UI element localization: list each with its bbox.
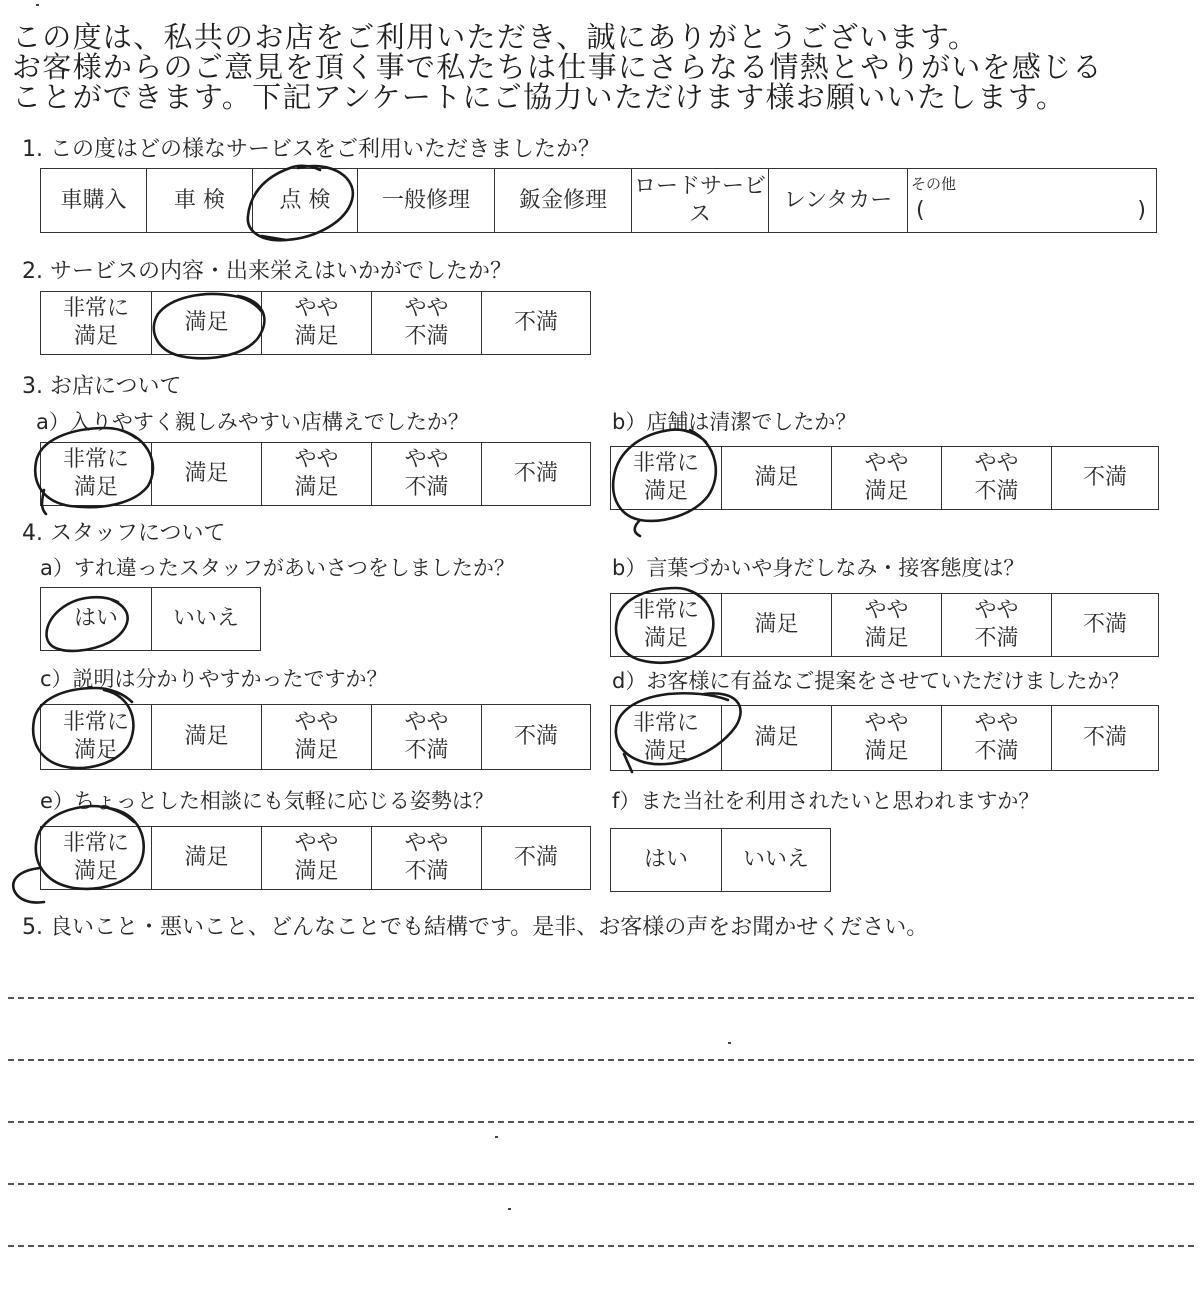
q3-title: 3. お店について (22, 374, 182, 399)
q4f-option-yes[interactable] (611, 829, 721, 891)
q2-option-satisfied[interactable] (151, 292, 261, 354)
q4c-options-table (40, 704, 591, 770)
option-label: やや 不満 (404, 710, 449, 763)
q4a-options-table (40, 587, 261, 651)
q4c-option-dissatisfied[interactable] (481, 705, 590, 769)
intro-line-1: この度は、私共のお店をご利用いただき、誠にありがとうございます。 (12, 20, 979, 54)
q3a-option-very-satisfied[interactable] (41, 443, 151, 505)
option-label: やや 不満 (404, 447, 449, 500)
q4c-option-satisfied[interactable] (151, 705, 261, 769)
q4f-option-no[interactable] (721, 829, 830, 891)
option-label: 不満 (513, 310, 558, 335)
q4d-options-table (610, 705, 1159, 771)
option-label: 非常に 満足 (632, 451, 699, 504)
q4d-option-dissatisfied[interactable] (1051, 706, 1158, 770)
q2-option-somewhat-dissatisfied[interactable] (371, 292, 481, 354)
q3a-option-somewhat-dissatisfied[interactable] (371, 443, 481, 505)
q5-question: 5. 良いこと・悪いこと、どんなことでも結構です。是非、お客様の声をお聞かせください。 (22, 915, 929, 940)
q2-question: 2. サービスの内容・出来栄えはいかがでしたか？ (22, 259, 512, 284)
q4a-option-no[interactable] (151, 588, 260, 650)
q3a-question: a）入りやすく親しみやすい店構えでしたか？ (36, 410, 469, 434)
option-label: 不満 (1082, 465, 1127, 490)
other-open-paren: ( (916, 198, 925, 223)
q1-option-car-purchase[interactable] (41, 169, 146, 232)
q3a-options-table (40, 442, 591, 506)
q4e-option-dissatisfied[interactable] (481, 827, 590, 889)
option-label: 非常に 満足 (62, 710, 129, 763)
option-label: 不満 (513, 724, 558, 749)
q4d-option-very-satisfied[interactable] (611, 706, 721, 770)
option-label: やや 不満 (974, 598, 1019, 651)
option-label: 不満 (513, 845, 558, 870)
q2-options-table (40, 291, 591, 355)
option-label: 満足 (184, 724, 229, 749)
option-label: 一般修理 (381, 187, 470, 213)
option-label: やや 不満 (974, 711, 1019, 764)
option-label: やや 不満 (404, 296, 449, 349)
answer-line-4[interactable] (8, 1183, 1194, 1185)
option-label: 不満 (1082, 612, 1127, 637)
q3b-option-dissatisfied[interactable] (1051, 447, 1158, 509)
q4b-option-satisfied[interactable] (721, 594, 831, 656)
q4d-option-satisfied[interactable] (721, 706, 831, 770)
q4c-option-very-satisfied[interactable] (41, 705, 151, 769)
option-label: 満足 (754, 465, 799, 490)
option-label: 非常に 満足 (62, 296, 129, 349)
q4e-question: e）ちょっとした相談にも気軽に応じる姿勢は？ (40, 789, 494, 813)
option-label: 満足 (184, 845, 229, 870)
option-label: やや 満足 (294, 710, 339, 763)
option-label: レンタカー (783, 187, 893, 213)
option-label: 満足 (754, 612, 799, 637)
q3b-option-somewhat-dissatisfied[interactable] (941, 447, 1051, 509)
q4e-option-satisfied[interactable] (151, 827, 261, 889)
option-label: ロードサービス (633, 173, 766, 227)
other-label: その他 (911, 175, 957, 193)
q4c-question: c）説明は分かりやすかったですか？ (40, 667, 388, 691)
scan-speck (495, 1136, 498, 1138)
q4d-option-somewhat-dissatisfied[interactable] (941, 706, 1051, 770)
intro-text (12, 22, 1197, 112)
q2-option-very-satisfied[interactable] (41, 292, 151, 354)
option-label: やや 満足 (864, 451, 909, 504)
q3b-option-very-satisfied[interactable] (611, 447, 721, 509)
q1-option-shaken[interactable] (146, 169, 252, 232)
option-label: やや 満足 (294, 296, 339, 349)
answer-line-1[interactable] (8, 997, 1194, 999)
option-label: いいえ (742, 847, 809, 872)
option-label: 非常に 満足 (62, 447, 129, 500)
q4f-options-table (610, 828, 831, 892)
option-label: やや 満足 (294, 831, 339, 884)
q1-question: 1. この度はどの様なサービスをご利用いただきましたか？ (22, 137, 600, 162)
option-label: 点 検 (279, 187, 331, 213)
q4d-option-somewhat-satisfied[interactable] (831, 706, 941, 770)
q3b-options-table (610, 446, 1159, 510)
q4e-option-somewhat-dissatisfied[interactable] (371, 827, 481, 889)
q1-option-inspection[interactable] (252, 169, 357, 232)
q4a-question: a）すれ違ったスタッフがあいさつをしましたか？ (40, 556, 515, 580)
q4b-option-very-satisfied[interactable] (611, 594, 721, 656)
q1-option-road-service[interactable] (631, 169, 768, 232)
q4e-option-very-satisfied[interactable] (41, 827, 151, 889)
q2-option-dissatisfied[interactable] (481, 292, 590, 354)
q1-option-other[interactable] (907, 169, 1156, 232)
option-label: やや 不満 (974, 451, 1019, 504)
option-label: 鈑金修理 (518, 187, 607, 213)
q4b-options-table (610, 593, 1159, 657)
option-label: やや 満足 (864, 598, 909, 651)
q4c-option-somewhat-dissatisfied[interactable] (371, 705, 481, 769)
option-label: 満足 (184, 461, 229, 486)
answer-line-5[interactable] (8, 1245, 1194, 1247)
scan-speck (36, 4, 39, 6)
q1-options-table (40, 168, 1157, 233)
option-label: はい (73, 606, 118, 631)
option-label: 車購入 (60, 187, 127, 213)
option-label: はい (643, 847, 688, 872)
answer-line-2[interactable] (8, 1059, 1194, 1061)
option-label: 非常に 満足 (632, 598, 699, 651)
other-close-paren: ) (1137, 198, 1146, 223)
q4d-question: d）お客様に有益なご提案をさせていただけましたか？ (612, 669, 1130, 693)
q3a-option-satisfied[interactable] (151, 443, 261, 505)
option-label: 満足 (184, 310, 229, 335)
option-label: 不満 (513, 461, 558, 486)
scan-speck (728, 1042, 731, 1044)
q4-title: 4. スタッフについて (22, 521, 226, 546)
option-label: やや 不満 (404, 831, 449, 884)
q3b-question: b）店舗は清潔でしたか？ (612, 410, 857, 434)
q4a-option-yes[interactable] (41, 588, 151, 650)
q3b-option-satisfied[interactable] (721, 447, 831, 509)
option-label: いいえ (172, 606, 239, 631)
q3b-option-somewhat-satisfied[interactable] (831, 447, 941, 509)
q4b-option-somewhat-satisfied[interactable] (831, 594, 941, 656)
q4b-question: b）言葉づかいや身だしなみ・接客態度は？ (612, 556, 1025, 580)
q3a-option-somewhat-satisfied[interactable] (261, 443, 371, 505)
answer-line-3[interactable] (8, 1121, 1194, 1123)
option-label: やや 満足 (864, 711, 909, 764)
option-label: 不満 (1082, 725, 1127, 750)
q4e-option-somewhat-satisfied[interactable] (261, 827, 371, 889)
q2-option-somewhat-satisfied[interactable] (261, 292, 371, 354)
q4e-options-table (40, 826, 591, 890)
intro-line-3: ことができます。下記アンケートにご協力いただけます様お願いいたします。 (12, 80, 1067, 114)
option-label: やや 満足 (294, 447, 339, 500)
q1-option-sheet-metal[interactable] (494, 169, 631, 232)
intro-line-2: お客様からのご意見を頂く事で私たちは仕事にさらなる情熱とやりがいを感じる (12, 50, 1103, 84)
q4b-option-somewhat-dissatisfied[interactable] (941, 594, 1051, 656)
option-label: 満足 (754, 725, 799, 750)
q4b-option-dissatisfied[interactable] (1051, 594, 1158, 656)
option-label: 非常に 満足 (62, 831, 129, 884)
q4c-option-somewhat-satisfied[interactable] (261, 705, 371, 769)
scan-speck (508, 1208, 511, 1210)
q3a-option-dissatisfied[interactable] (481, 443, 590, 505)
option-label: 車 検 (174, 187, 225, 213)
option-label: 非常に 満足 (632, 711, 699, 764)
q1-option-rental-car[interactable] (768, 169, 907, 232)
q1-option-general-repair[interactable] (357, 169, 494, 232)
q4f-question: f）また当社を利用されたいと思われますか？ (612, 789, 1040, 813)
